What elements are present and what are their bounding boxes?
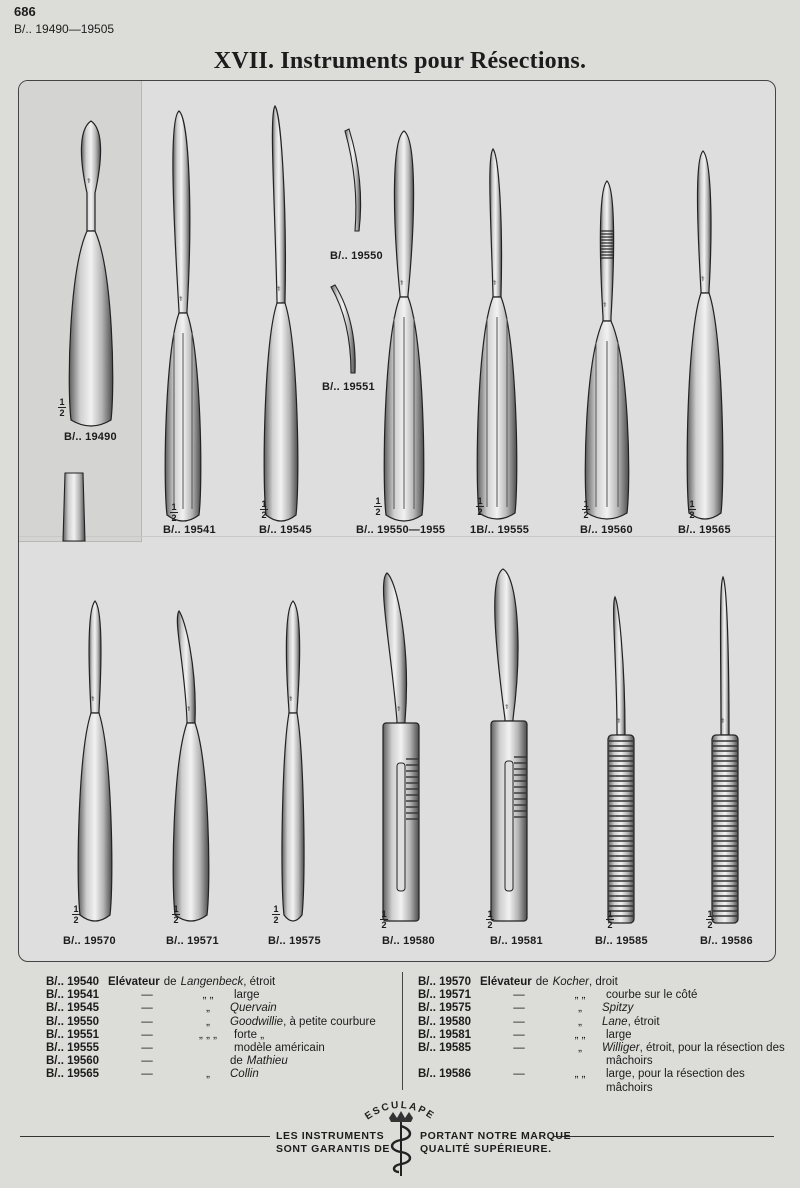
- legend-desc: large: [606, 1028, 632, 1041]
- legend-left: [46, 976, 376, 1082]
- ditto-dash: —: [513, 1042, 525, 1055]
- legend-desc: large: [234, 989, 260, 1002]
- half-numerator: 1: [261, 499, 267, 509]
- legend-row: [46, 1068, 376, 1081]
- maker-mark-icon: ⚕: [187, 705, 191, 713]
- legend-divider: [402, 972, 403, 1090]
- maker-mark-icon: ⚕: [617, 717, 621, 725]
- half-scale-mark: [486, 910, 494, 929]
- catalog-number: B/.. 19581: [418, 1028, 472, 1041]
- half-denominator: 2: [173, 915, 179, 925]
- handle-window: [397, 763, 405, 891]
- maker-mark-icon: ⚕: [505, 703, 509, 711]
- maker-mark-icon: ⚕: [603, 301, 607, 309]
- ditto-mark: [186, 1055, 230, 1068]
- maker-mark-icon: ⚕: [87, 177, 91, 185]
- ditto-mark: „: [206, 1068, 210, 1081]
- figure-caption: B/.. 19551: [322, 381, 375, 393]
- figure-caption: B/.. 19550: [330, 250, 383, 262]
- half-scale-mark: [582, 500, 590, 519]
- footer-left-line1: LES INSTRUMENTS: [276, 1130, 385, 1142]
- catalog-number: B/.. 19585: [418, 1042, 472, 1055]
- legend-name: Williger: [602, 1042, 640, 1055]
- ditto-dash: [480, 1082, 558, 1095]
- instrument-handle: [282, 713, 304, 921]
- legend-name: Quervain: [230, 1002, 277, 1015]
- catalog-number: B/.. 19541: [46, 989, 100, 1002]
- legend-desc: large, pour la résection des: [606, 1068, 745, 1081]
- legend-desc: modèle américain: [234, 1042, 325, 1055]
- page-range: B/.. 19490—19505: [14, 22, 115, 36]
- catalog-number: [418, 1055, 480, 1068]
- legend-post: , à petite courbure: [283, 1015, 376, 1028]
- figure-caption: 1B/.. 19555: [470, 524, 530, 536]
- legend-desc: mâchoirs: [606, 1055, 653, 1068]
- figure-caption: B/.. 19570: [63, 935, 116, 947]
- legend-row: [418, 989, 785, 1002]
- half-numerator: 1: [59, 397, 65, 407]
- half-numerator: 1: [487, 909, 493, 919]
- legend-row: [46, 1055, 376, 1068]
- half-denominator: 2: [59, 408, 65, 418]
- instrument-blade: [495, 569, 518, 721]
- instrument-type: Elévateur: [480, 976, 532, 988]
- curved-blade-small: [345, 129, 361, 231]
- page-number: 686: [14, 4, 36, 19]
- legend-row: [46, 1016, 376, 1029]
- legend-row: [418, 1016, 785, 1029]
- legend-post: , droit: [589, 976, 618, 988]
- ditto-dash: —: [141, 989, 153, 1002]
- footer-left-line2: SONT GARANTIS DE: [276, 1143, 391, 1155]
- footer-right-line1: PORTANT NOTRE MARQUE: [420, 1130, 572, 1142]
- maker-mark-icon: ⚕: [289, 695, 293, 703]
- instrument-blade: [394, 131, 413, 297]
- legend-name: Langenbeck: [180, 976, 244, 988]
- catalog-number: B/.. 19565: [46, 1068, 100, 1081]
- legend-post: , étroit: [627, 1015, 660, 1028]
- legend-row: [46, 989, 376, 1002]
- half-numerator: 1: [583, 499, 589, 509]
- maker-mark-icon: ⚕: [179, 295, 183, 303]
- curved-blade-strong: [331, 285, 355, 373]
- figure-caption: B/.. 19565: [678, 524, 731, 536]
- ditto-dash: —: [141, 1042, 153, 1055]
- half-scale-mark: [272, 905, 280, 924]
- figure-caption: B/.. 19560: [580, 524, 633, 536]
- ditto-dash: —: [141, 1015, 153, 1028]
- ditto-dash: —: [141, 1055, 153, 1068]
- instrument-blade: [173, 111, 190, 313]
- figure-caption: B/.. 19581: [490, 935, 543, 947]
- catalog-number: B/.. 19545: [46, 1002, 100, 1015]
- ditto-mark: „: [206, 1015, 210, 1028]
- instrument-handle: [173, 723, 209, 921]
- half-scale-mark: [374, 497, 382, 516]
- ditto-mark: „ „: [574, 1028, 586, 1041]
- ditto-mark: „: [578, 1042, 582, 1055]
- legend-name: Spitzy: [602, 1002, 634, 1015]
- instrument-blade: [81, 121, 100, 231]
- ditto-mark: [558, 1055, 602, 1068]
- ditto-dash: —: [513, 989, 525, 1002]
- instrument-blade: [490, 149, 502, 297]
- half-denominator: 2: [381, 920, 387, 930]
- ditto-mark: „: [578, 1015, 582, 1028]
- legend-row: [46, 1042, 376, 1055]
- figure-caption: B/.. 19571: [166, 935, 219, 947]
- half-numerator: 1: [477, 496, 483, 506]
- ditto-dash: —: [513, 1068, 525, 1081]
- legend-post: , étroit: [243, 976, 276, 988]
- legend-desc: courbe sur le côté: [606, 989, 698, 1002]
- half-numerator: 1: [173, 904, 179, 914]
- half-denominator: 2: [171, 513, 177, 523]
- instrument-handle: [69, 231, 112, 426]
- ditto-dash: —: [513, 1015, 525, 1028]
- half-denominator: 2: [73, 915, 79, 925]
- legend-row: [418, 976, 785, 989]
- ditto-mark: [558, 1082, 602, 1095]
- half-numerator: 1: [375, 496, 381, 506]
- legend-row: [418, 1029, 785, 1042]
- half-denominator: 2: [607, 920, 613, 930]
- ditto-dash: —: [141, 1028, 153, 1041]
- maker-mark-icon: ⚕: [397, 705, 401, 713]
- half-denominator: 2: [477, 507, 483, 517]
- catalog-number: B/.. 19550: [46, 1015, 100, 1028]
- maker-mark-icon: ⚕: [400, 279, 404, 287]
- handle-window: [505, 761, 513, 891]
- legend-desc: mâchoirs: [606, 1081, 653, 1094]
- half-denominator: 2: [689, 510, 695, 520]
- instrument-blade: [721, 577, 730, 735]
- half-numerator: 1: [171, 502, 177, 512]
- page-title: XVII. Instruments pour Résections.: [213, 48, 587, 74]
- half-scale-mark: [380, 910, 388, 929]
- instrument-blade: [384, 573, 407, 723]
- catalog-number: B/.. 19560: [46, 1055, 100, 1068]
- catalog-number: B/.. 19540: [46, 976, 100, 988]
- half-scale-mark: [172, 905, 180, 924]
- half-denominator: 2: [583, 510, 589, 520]
- legend-row: [418, 1068, 785, 1081]
- half-numerator: 1: [689, 499, 695, 509]
- ditto-mark: „: [206, 1002, 210, 1015]
- catalog-number: B/.. 19570: [418, 976, 472, 988]
- catalog-number: B/.. 19586: [418, 1068, 472, 1081]
- half-scale-mark: [58, 398, 66, 417]
- maker-mark-icon: ⚕: [701, 275, 705, 283]
- instrument-illustrations: [19, 81, 775, 961]
- half-scale-mark: [606, 910, 614, 929]
- half-numerator: 1: [73, 904, 79, 914]
- half-numerator: 1: [381, 909, 387, 919]
- legend-name: Mathieu: [246, 1055, 288, 1068]
- half-denominator: 2: [487, 920, 493, 930]
- ditto-mark: „ „: [574, 1068, 586, 1081]
- legend-name: Kocher: [552, 976, 590, 988]
- legend-pre: de: [163, 976, 177, 988]
- half-scale-mark: [706, 910, 714, 929]
- footer-rule-right: [554, 1136, 774, 1137]
- catalog-number: B/.. 19571: [418, 989, 472, 1002]
- legend-row: [418, 1042, 785, 1055]
- instrument-blade: [614, 597, 625, 735]
- catalog-number: [418, 1082, 480, 1095]
- instrument-handle: [78, 713, 112, 921]
- legend-right: [418, 976, 785, 1095]
- legend-name: Collin: [230, 1068, 259, 1081]
- brand-name: ESCULAPE: [363, 1099, 437, 1123]
- legend-row: [418, 1055, 785, 1068]
- maker-mark-icon: ⚕: [277, 285, 281, 293]
- half-scale-mark: [476, 497, 484, 516]
- ditto-mark: „: [578, 1002, 582, 1015]
- half-denominator: 2: [375, 507, 381, 517]
- catalog-number: B/.. 19575: [418, 1002, 472, 1015]
- figure-caption: B/.. 19545: [259, 524, 312, 536]
- instrument-type: Elévateur: [108, 976, 160, 988]
- instrument-handle: [264, 303, 298, 521]
- legend-row: [46, 1002, 376, 1015]
- figure-caption: B/.. 19586: [700, 935, 753, 947]
- half-scale-mark: [688, 500, 696, 519]
- instrument-blade: [272, 106, 285, 303]
- instrument-handle: [608, 735, 634, 923]
- figure-caption: B/.. 19490: [64, 431, 117, 443]
- ditto-mark: [186, 1042, 230, 1055]
- ditto-dash: —: [141, 1068, 153, 1081]
- instrument-handle: [712, 735, 738, 923]
- instrument-blade: [698, 151, 712, 293]
- legend-post: , étroit, pour la résection des: [639, 1042, 785, 1055]
- figure-caption: B/.. 19580: [382, 935, 435, 947]
- catalog-number: B/.. 19555: [46, 1042, 100, 1055]
- figure-caption: B/.. 19550—1955: [356, 524, 446, 536]
- ditto-mark: „ „: [202, 989, 214, 1002]
- half-numerator: 1: [707, 909, 713, 919]
- ditto-dash: —: [141, 1002, 153, 1015]
- catalog-number: B/.. 19551: [46, 1028, 100, 1041]
- legend-row: [418, 1002, 785, 1015]
- half-scale-mark: [72, 905, 80, 924]
- maker-mark-icon: ⚕: [91, 695, 95, 703]
- ditto-dash: —: [513, 1028, 525, 1041]
- maker-mark-icon: ⚕: [721, 717, 725, 725]
- half-denominator: 2: [273, 915, 279, 925]
- instrument-handle: [687, 293, 723, 519]
- instrument-plate: [18, 80, 776, 962]
- ditto-mark: „ „: [574, 989, 586, 1002]
- ditto-dash: [480, 1055, 558, 1068]
- figure-caption: B/.. 19585: [595, 935, 648, 947]
- ditto-mark: „ „ „: [199, 1028, 217, 1041]
- legend-row: [46, 976, 376, 989]
- caduceus-icon: [381, 1110, 421, 1180]
- legend-desc: forte „: [234, 1028, 265, 1041]
- half-denominator: 2: [261, 510, 267, 520]
- half-scale-mark: [260, 500, 268, 519]
- legend-pre: de: [230, 1055, 243, 1068]
- legend-name: Lane: [602, 1015, 628, 1028]
- legend-pre: de: [535, 976, 549, 988]
- legend-row: [46, 1029, 376, 1042]
- half-numerator: 1: [273, 904, 279, 914]
- footer-rule-left: [20, 1136, 270, 1137]
- catalog-number: B/.. 19580: [418, 1015, 472, 1028]
- maker-mark-icon: ⚕: [493, 279, 497, 287]
- figure-caption: B/.. 19541: [163, 524, 216, 536]
- legend-row: [418, 1082, 785, 1095]
- footer-right-line2: QUALITÉ SUPÉRIEURE.: [420, 1143, 552, 1155]
- partial-blade: [63, 473, 85, 541]
- half-scale-mark: [170, 503, 178, 522]
- ditto-dash: —: [513, 1002, 525, 1015]
- half-numerator: 1: [607, 909, 613, 919]
- figure-caption: B/.. 19575: [268, 935, 321, 947]
- legend-name: Goodwillie: [230, 1015, 284, 1028]
- instrument-blade: [600, 181, 613, 321]
- half-denominator: 2: [707, 920, 713, 930]
